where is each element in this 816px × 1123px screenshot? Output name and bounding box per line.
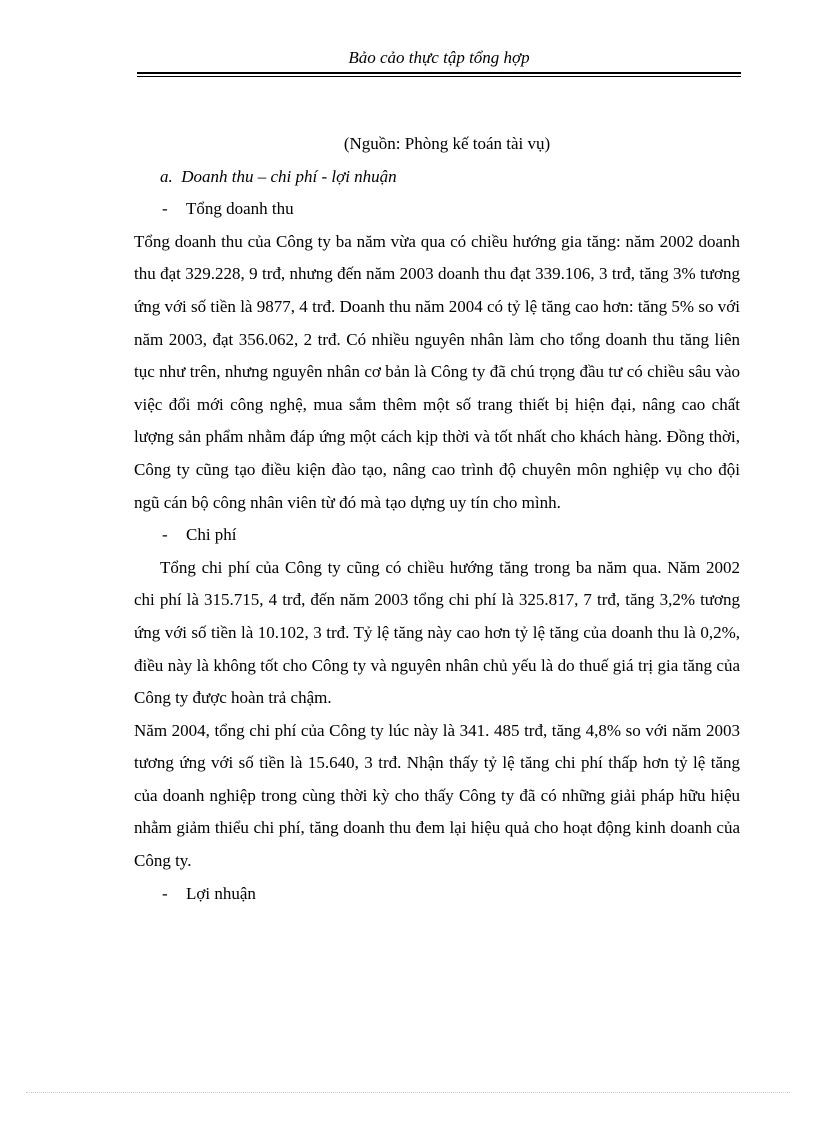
- item-revenue-title: Tổng doanh thu: [186, 199, 294, 219]
- dash-bullet: -: [162, 883, 168, 903]
- item-cost-title: Chi phí: [186, 525, 237, 545]
- section-marker: a.: [160, 166, 173, 186]
- paragraph-cost-1: Tổng chi phí của Công ty cũng có chiều hướng tăng trong ba năm qua. Năm 2002 chi phí là 315.715, 4 trđ, đến năm 2003 tổng chi phí là 325.817, 7 trđ, tăng 3,2% tương ứng với số tiền là 10.102, 3 trđ. Tỷ lệ tăng này cao hơn tỷ lệ tăng của doanh thu là 0,2%, điều này là không tốt cho Công ty và nguyên nhân chủ yếu là do thuế giá trị gia tăng của Công ty được hoàn trả chậm.: [134, 557, 740, 708]
- header-rule-thick: [137, 72, 741, 74]
- section-title: Doanh thu – chi phí - lợi nhuận: [181, 166, 397, 186]
- header-title: Bảo cảo thực tập tổng hợp: [348, 48, 530, 67]
- section-heading: [134, 161, 740, 194]
- document-body: [134, 128, 740, 910]
- item-profit-title: Lợi nhuận: [186, 883, 256, 903]
- source-note: (Nguồn: Phòng kế toán tài vụ): [343, 134, 551, 153]
- paragraph-cost-2: Năm 2004, tổng chi phí của Công ty lúc này là 341. 485 trđ, tăng 4,8% so với năm 2003 tương ứng với số tiền là 15.640, 3 trđ. Nhận thấy tỷ lệ tăng chi phí thấp hơn tỷ lệ tăng của doanh nghiệp trong cùng thời kỳ cho thấy Công ty đã có những giải pháp hữu hiệu nhằm giảm thiểu chi phí, tăng doanh thu đem lại hiệu quả cho hoạt động kinh doanh của Công ty.: [134, 720, 740, 871]
- item-revenue-heading: [134, 193, 740, 226]
- dash-bullet: -: [162, 525, 168, 545]
- paragraph-revenue: Tổng doanh thu của Công ty ba năm vừa qua có chiều hướng gia tăng: năm 2002 doanh thu đạt 329.228, 9 trđ, nhưng đến năm 2003 doanh thu đạt 339.106, 3 trđ, tăng 3% tương ứng với số tiền là 9877, 4 trđ. Doanh thu năm 2004 có tỷ lệ tăng cao hơn: tăng 5% so với năm 2003, đạt 356.062, 2 trđ. Có nhiều nguyên nhân làm cho tổng doanh thu tăng liên tục như trên, nhưng nguyên nhân cơ bản là Công ty đã chú trọng đầu tư có chiều sâu vào việc đổi mới công nghệ, mua sắm thêm một số trang thiết bị hiện đại, nâng cao chất lượng sản phẩm nhằm đáp ứng một cách kịp thời và tốt nhất cho khách hàng. Đồng thời, Công ty cũng tạo điều kiện đào tạo, nâng cao trình độ chuyên môn nghiệp vụ cho đội ngũ cán bộ công nhân viên từ đó mà tạo dựng uy tín cho mình.: [134, 231, 740, 512]
- dash-bullet: -: [162, 199, 168, 219]
- item-cost-heading: [134, 519, 740, 552]
- page-bottom-border: [26, 1092, 790, 1093]
- item-profit-heading: [134, 878, 740, 911]
- header-rule-thin: [137, 76, 741, 77]
